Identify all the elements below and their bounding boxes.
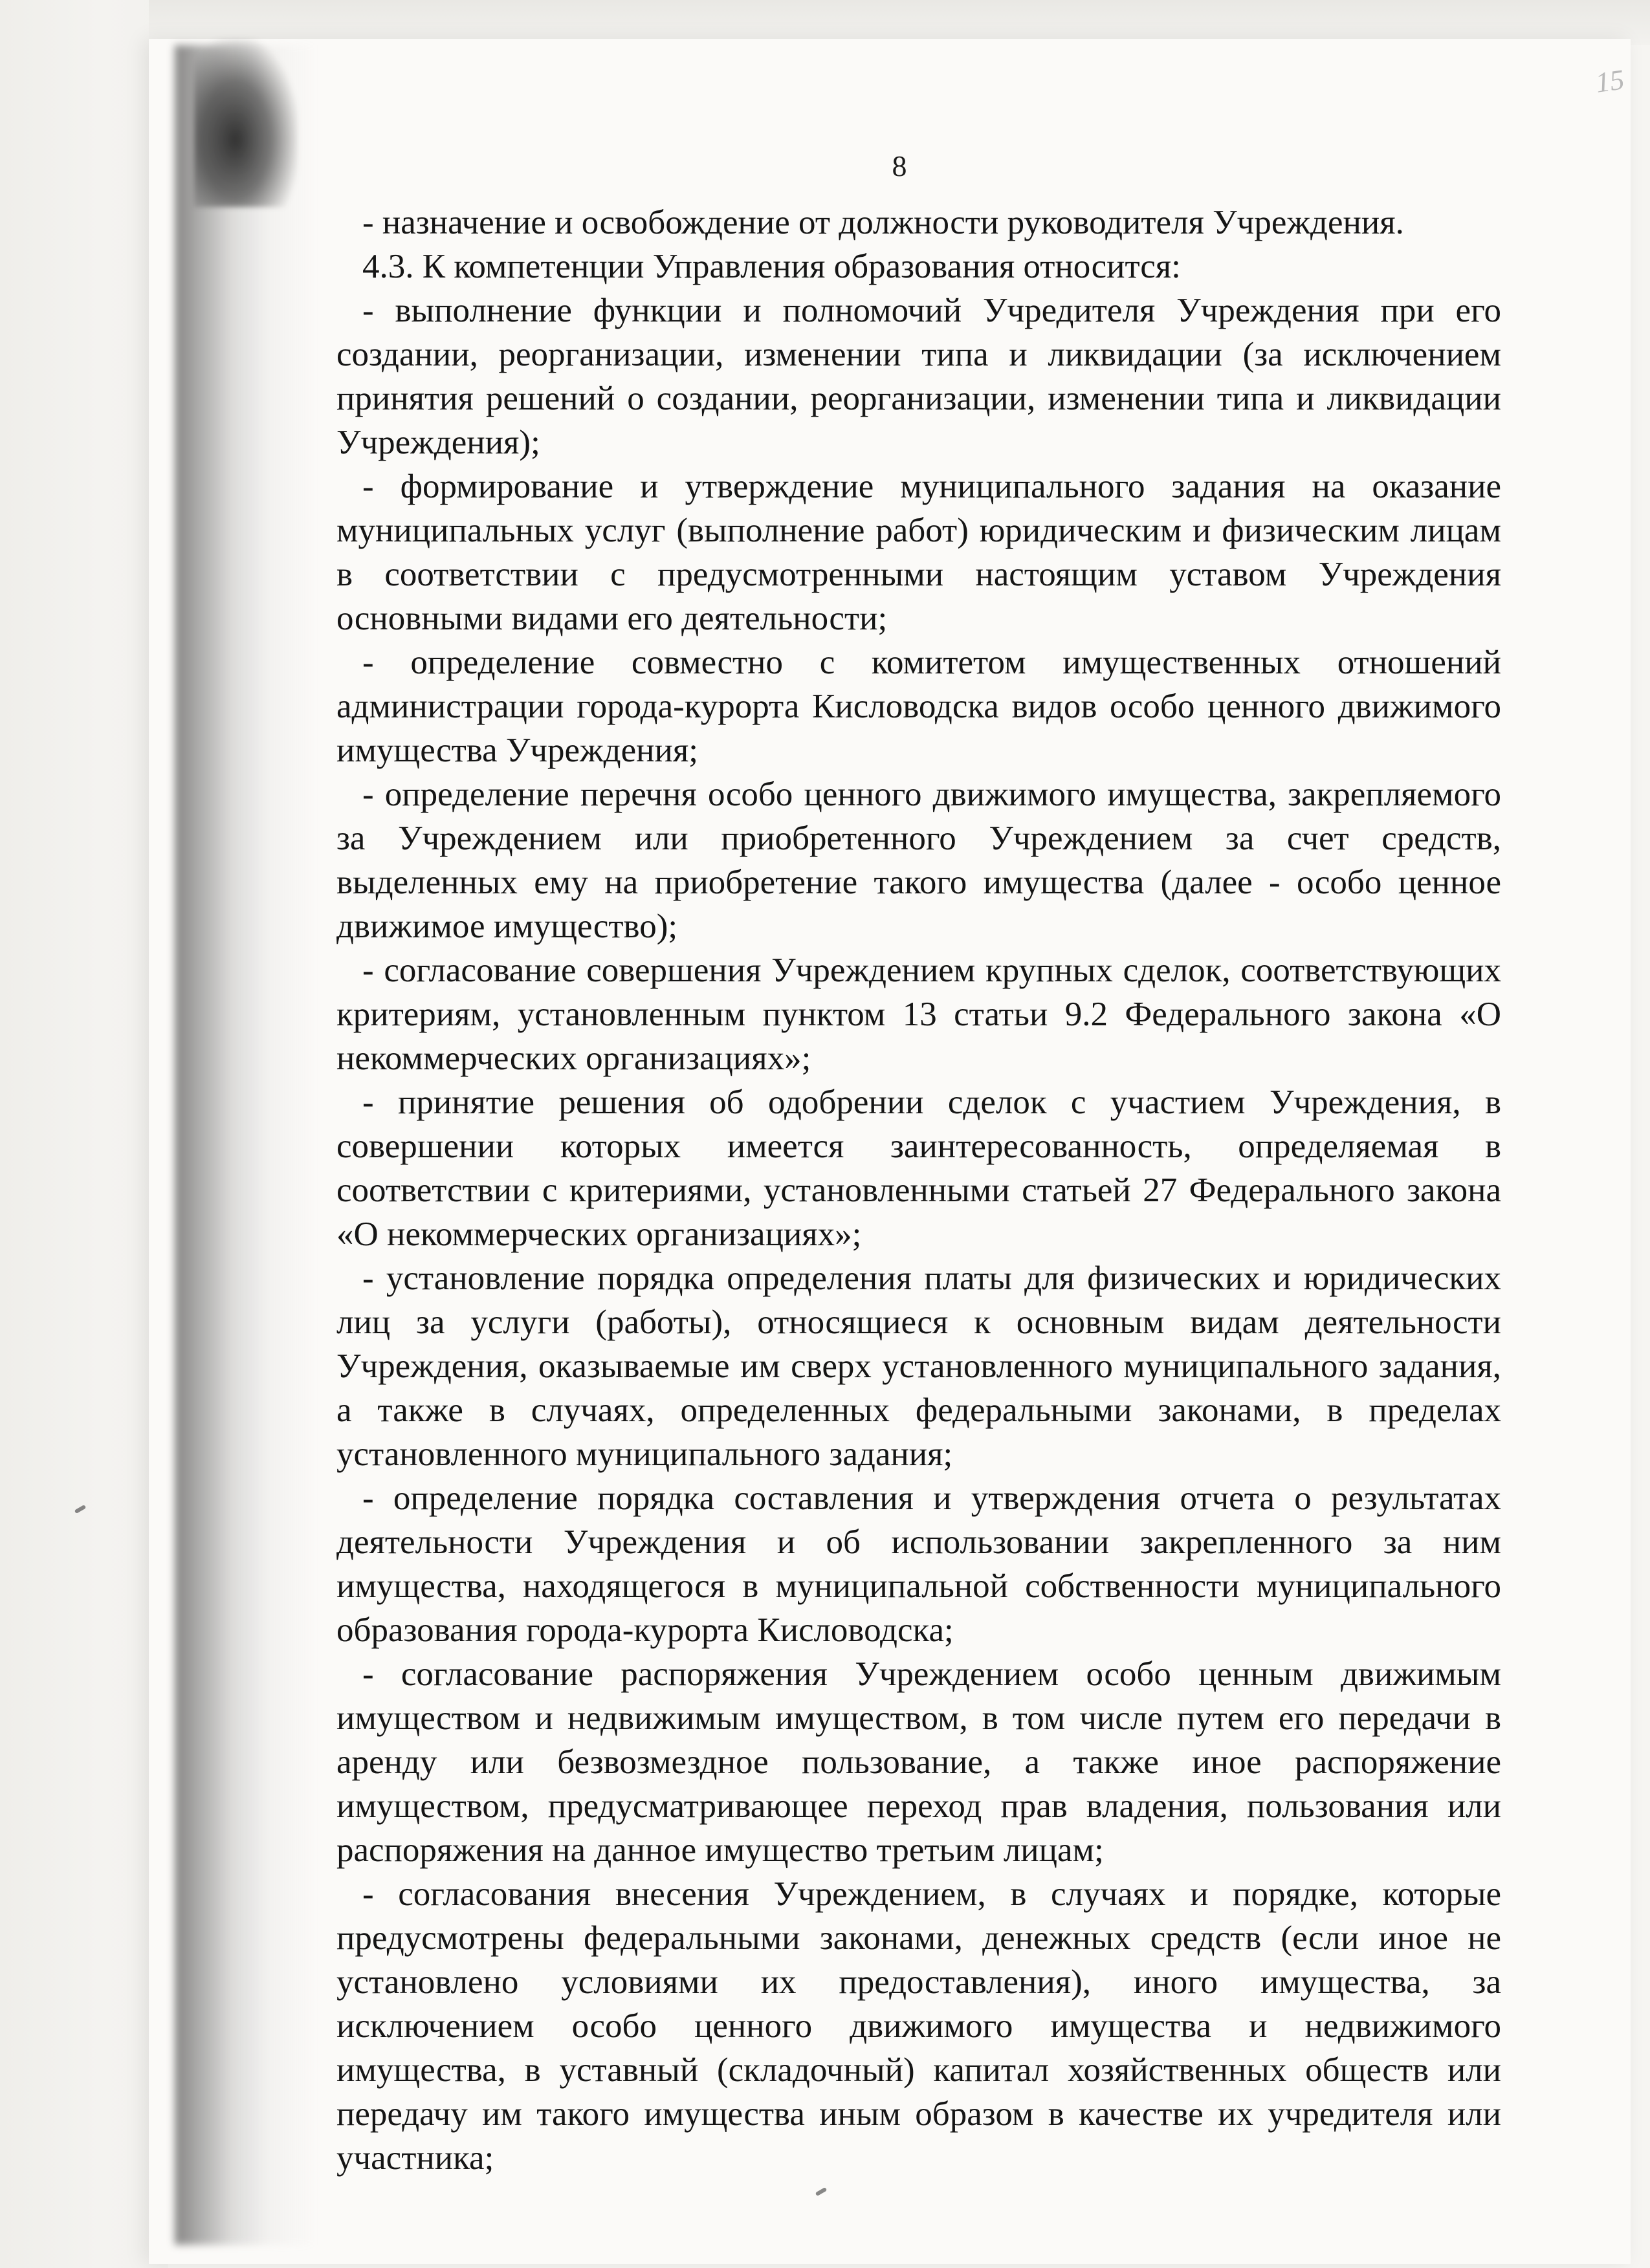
paragraph: - установление порядка определения платы для физических и юридических лиц за услуги (работы), относящиеся к основным видам деятельности Учреждения, оказываемые им сверх установленного муниципального задания, а также в случаях, определенных федеральными законами, в пределах установленного муниципального задания; xyxy=(336,1259,1501,1473)
paragraph: - определение перечня особо ценного движимого имущества, закрепляемого за Учреждением или приобретенного Учреждением за счет средств, выделенных ему на приобретение такого имущества (далее - особо ценное движимое имущество); xyxy=(336,776,1501,945)
paragraph: - формирование и утверждение муниципального задания на оказание муниципальных услуг (выполнение работ) юридическим и физическим лицам в соответствии с предусмотренными настоящим уставом Учреждения основными видами его деятельности; xyxy=(336,468,1501,637)
scan-background-edge xyxy=(0,0,168,2268)
paragraph: - определение порядка составления и утверждения отчета о результатах деятельности Учреждения и об использовании закрепленного за ним имущества, находящегося в муниципальной собственности муниципального образования города-курорта Кисловодска; xyxy=(336,1479,1501,1649)
paragraph: - принятие решения об одобрении сделок с участием Учреждения, в совершении которых имеется заинтересованность, определяемая в соответствии с критериями, установленными статьей 27 Федерального закона «О некоммерческих организациях»; xyxy=(336,1084,1501,1253)
paragraph: - определение совместно с комитетом имущественных отношений администрации города-курорта Кисловодска видов особо ценного движимого имущества Учреждения; xyxy=(336,644,1501,769)
document-body xyxy=(336,201,1501,2180)
paragraph: - выполнение функции и полномочий Учредителя Учреждения при его создании, реорганизации, изменении типа и ликвидации (за исключением принятия решений о создании, реорганизации, изменении типа и ликвидации Учреждения); xyxy=(336,292,1501,461)
page-number: 8 xyxy=(892,149,907,182)
paragraph: - согласование распоряжения Учреждением особо ценным движимым имуществом и недвижимым имуществом, в том числе путем его передачи в аренду или безвозмездное пользование, а также иное распоряжение имуществом, предусматривающее переход прав владения, пользования или распоряжения на данное имущество третьим лицам; xyxy=(336,1655,1501,1869)
paragraph: - назначение и освобождение от должности руководителя Учреждения. xyxy=(362,204,1404,241)
corner-page-mark: 15 xyxy=(1593,63,1627,99)
paragraph: - согласование совершения Учреждением крупных сделок, соответствующих критериям, установленным пунктом 13 статьи 9.2 Федерального закона «О некоммерческих организациях»; xyxy=(336,952,1501,1077)
paragraph: - согласования внесения Учреждением, в случаях и порядке, которые предусмотрены федеральными законами, денежных средств (если иное не установлено условиями их предоставления), иного имущества, за исключением особо ценного движимого имущества и недвижимого имущества, в уставный (складочный) капитал хозяйственных обществ или передачу им такого имущества иным образом в качестве их учредителя или участника; xyxy=(336,1875,1501,2177)
paragraph: 4.3. К компетенции Управления образования относится: xyxy=(362,248,1181,285)
